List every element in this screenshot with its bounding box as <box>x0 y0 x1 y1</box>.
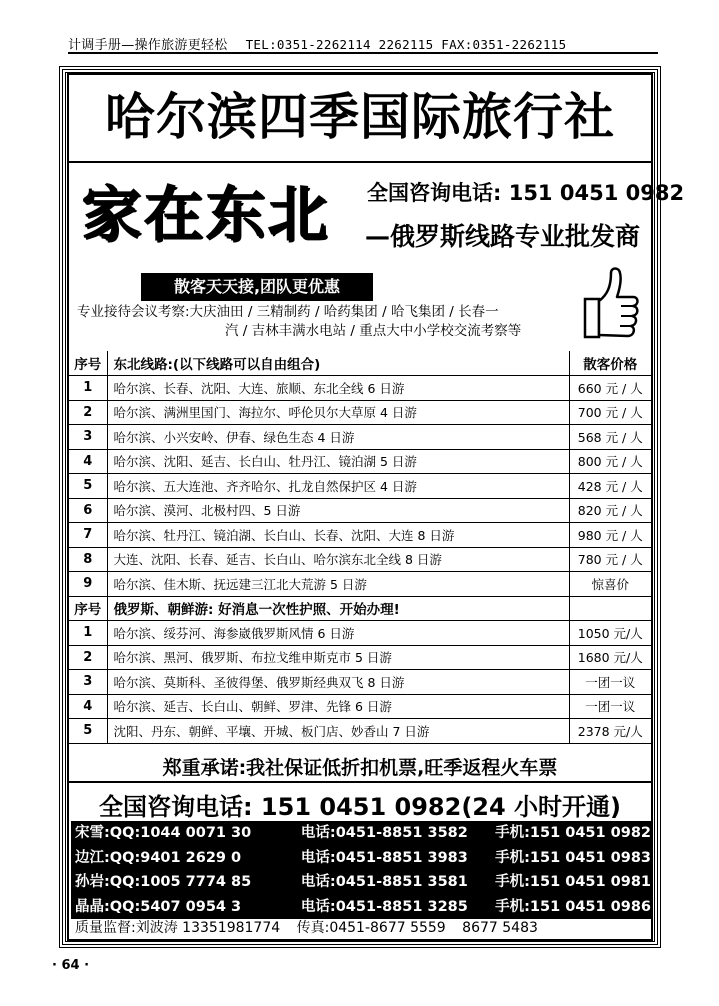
row-number: 6 <box>69 498 107 523</box>
route-price: 惊喜价 <box>569 572 651 597</box>
row-number: 9 <box>69 572 107 597</box>
row-number: 2 <box>69 400 107 425</box>
reception-line-1: 专业接待会议考察:大庆油田 / 三精制药 / 哈药集团 / 哈飞集团 / 长春一 <box>77 304 499 320</box>
row-number: 7 <box>69 523 107 548</box>
contacts-block <box>71 821 651 919</box>
contact-phone: 电话:0451-8851 3581 <box>300 874 468 890</box>
route-name: 哈尔滨、牡丹江、镜泊湖、长白山、长春、沈阳、大连 8 日游 <box>107 523 569 548</box>
row-number: 序号 <box>69 596 107 621</box>
supervisor: 质量监督:刘波涛 13351981774 <box>75 920 281 936</box>
ad-content <box>67 73 685 941</box>
contact-qq: 晶晶:QQ:5407 0954 3 <box>75 898 242 915</box>
route-price: 1050 元/人 <box>569 621 651 646</box>
fax-secondary: 8677 5483 <box>462 920 538 936</box>
route-price: 700 元 / 人 <box>569 400 651 425</box>
row-number: 8 <box>69 547 107 572</box>
reception-info <box>77 303 577 341</box>
route-name: 哈尔滨、佳木斯、抚远建三江北大荒游 5 日游 <box>107 572 569 597</box>
row-number: 4 <box>69 449 107 474</box>
route-name: 哈尔滨、满洲里国门、海拉尔、呼伦贝尔大草原 4 日游 <box>107 400 569 425</box>
table-row <box>69 498 651 523</box>
route-name: 俄罗斯、朝鲜游: 好消息一次性护照、开始办理! <box>107 596 569 621</box>
table-row <box>69 425 651 450</box>
footer <box>75 917 550 937</box>
contact-qq: 宋雪:QQ:1044 0071 30 <box>75 825 252 841</box>
route-price: 800 元 / 人 <box>569 449 651 474</box>
header-text: 计调手册—操作旅游更轻松 <box>68 38 228 53</box>
table-row <box>69 645 651 670</box>
route-name: 哈尔滨、漠河、北极村四、5 日游 <box>107 498 569 523</box>
route-name: 大连、沈阳、长春、延吉、长白山、哈尔滨东北全线 8 日游 <box>107 547 569 572</box>
contact-mobile: 手机:151 0451 0982 <box>495 825 651 841</box>
contact-row <box>71 821 651 846</box>
table-row <box>69 449 651 474</box>
route-name: 哈尔滨、五大连池、齐齐哈尔、扎龙自然保护区 4 日游 <box>107 474 569 499</box>
route-name: 哈尔滨、莫斯科、圣彼得堡、俄罗斯经典双飞 8 日游 <box>107 670 569 695</box>
header-tel: TEL:0351-2262114 2262115 FAX:0351-2262115 <box>245 37 567 52</box>
route-name: 哈尔滨、绥芬河、海参崴俄罗斯风情 6 日游 <box>107 621 569 646</box>
slogan: 家在东北 <box>81 180 329 250</box>
page-header <box>68 34 658 54</box>
promise-text: 郑重承诺:我社保证低折扣机票,旺季返程火车票 <box>162 757 558 779</box>
route-price: 568 元 / 人 <box>569 425 651 450</box>
table-row <box>69 621 651 646</box>
route-price: 1680 元/人 <box>569 645 651 670</box>
row-number: 5 <box>69 474 107 499</box>
row-number: 5 <box>69 719 107 744</box>
row-number: 1 <box>69 621 107 646</box>
contact-row <box>71 846 651 871</box>
promo-banner: 散客天天接,团队更优惠 <box>141 273 373 301</box>
reception-line-2: 汽 / 吉林丰满水电站 / 重点大中小学校交流考察等 <box>225 323 522 339</box>
route-price: 428 元 / 人 <box>569 474 651 499</box>
route-price: 一团一议 <box>569 694 651 719</box>
contact-phone: 电话:0451-8851 3582 <box>300 825 468 841</box>
contact-phone: 电话:0451-8851 3983 <box>300 849 468 866</box>
contact-row <box>71 870 651 895</box>
fax: 传真:0451-8677 5559 <box>296 920 446 936</box>
table-row <box>69 719 651 744</box>
route-price <box>569 596 651 621</box>
route-name: 哈尔滨、沈阳、延吉、长白山、牡丹江、镜泊湖 5 日游 <box>107 449 569 474</box>
contact-qq: 边江:QQ:9401 2629 0 <box>75 849 242 866</box>
wholesale-tagline: —俄罗斯线路专业批发商 <box>365 222 641 251</box>
contact-row <box>71 895 651 920</box>
table-row <box>69 670 651 695</box>
contact-mobile: 手机:151 0451 0981 <box>495 874 651 890</box>
title-divider <box>69 161 651 163</box>
row-number: 3 <box>69 425 107 450</box>
routes-table <box>69 351 651 744</box>
table-row <box>69 376 651 401</box>
route-price: 660 元 / 人 <box>569 376 651 401</box>
row-number: 2 <box>69 645 107 670</box>
page-number: · 64 · <box>52 958 90 973</box>
route-price: 散客价格 <box>569 351 651 376</box>
table-row <box>69 547 651 572</box>
route-name: 哈尔滨、延吉、长白山、朝鲜、罗津、先锋 6 日游 <box>107 694 569 719</box>
table-header-row <box>69 351 651 376</box>
route-price: 2378 元/人 <box>569 719 651 744</box>
table-row <box>69 400 651 425</box>
route-price: 780 元 / 人 <box>569 547 651 572</box>
contact-phone: 电话:0451-8851 3285 <box>300 898 468 915</box>
row-number: 4 <box>69 694 107 719</box>
hotline-top: 全国咨询电话: 151 0451 0982 <box>367 181 685 205</box>
route-name: 哈尔滨、小兴安岭、伊春、绿色生态 4 日游 <box>107 425 569 450</box>
route-price: 一团一议 <box>569 670 651 695</box>
route-name: 沈阳、丹东、朝鲜、平壤、开城、板门店、妙香山 7 日游 <box>107 719 569 744</box>
promise-divider <box>69 781 651 783</box>
table-row <box>69 572 651 597</box>
thumbs-up-icon <box>577 265 641 343</box>
route-name: 东北线路:(以下线路可以自由组合) <box>107 351 569 376</box>
row-number: 序号 <box>69 351 107 376</box>
table-row <box>69 523 651 548</box>
contact-mobile: 手机:151 0451 0986 <box>495 898 651 915</box>
row-number: 3 <box>69 670 107 695</box>
route-name: 哈尔滨、黑河、俄罗斯、布拉戈维申斯克市 5 日游 <box>107 645 569 670</box>
route-price: 980 元 / 人 <box>569 523 651 548</box>
table-row <box>69 474 651 499</box>
agency-title: 哈尔滨四季国际旅行社 <box>105 88 615 146</box>
row-number: 1 <box>69 376 107 401</box>
hotline-big: 全国咨询电话: 151 0451 0982(24 小时开通) <box>98 793 622 821</box>
contact-qq: 孙岩:QQ:1005 7774 85 <box>75 874 252 890</box>
contact-mobile: 手机:151 0451 0983 <box>495 849 651 866</box>
route-price: 820 元 / 人 <box>569 498 651 523</box>
table-header-row <box>69 596 651 621</box>
route-name: 哈尔滨、长春、沈阳、大连、旅顺、东北全线 6 日游 <box>107 376 569 401</box>
table-row <box>69 694 651 719</box>
